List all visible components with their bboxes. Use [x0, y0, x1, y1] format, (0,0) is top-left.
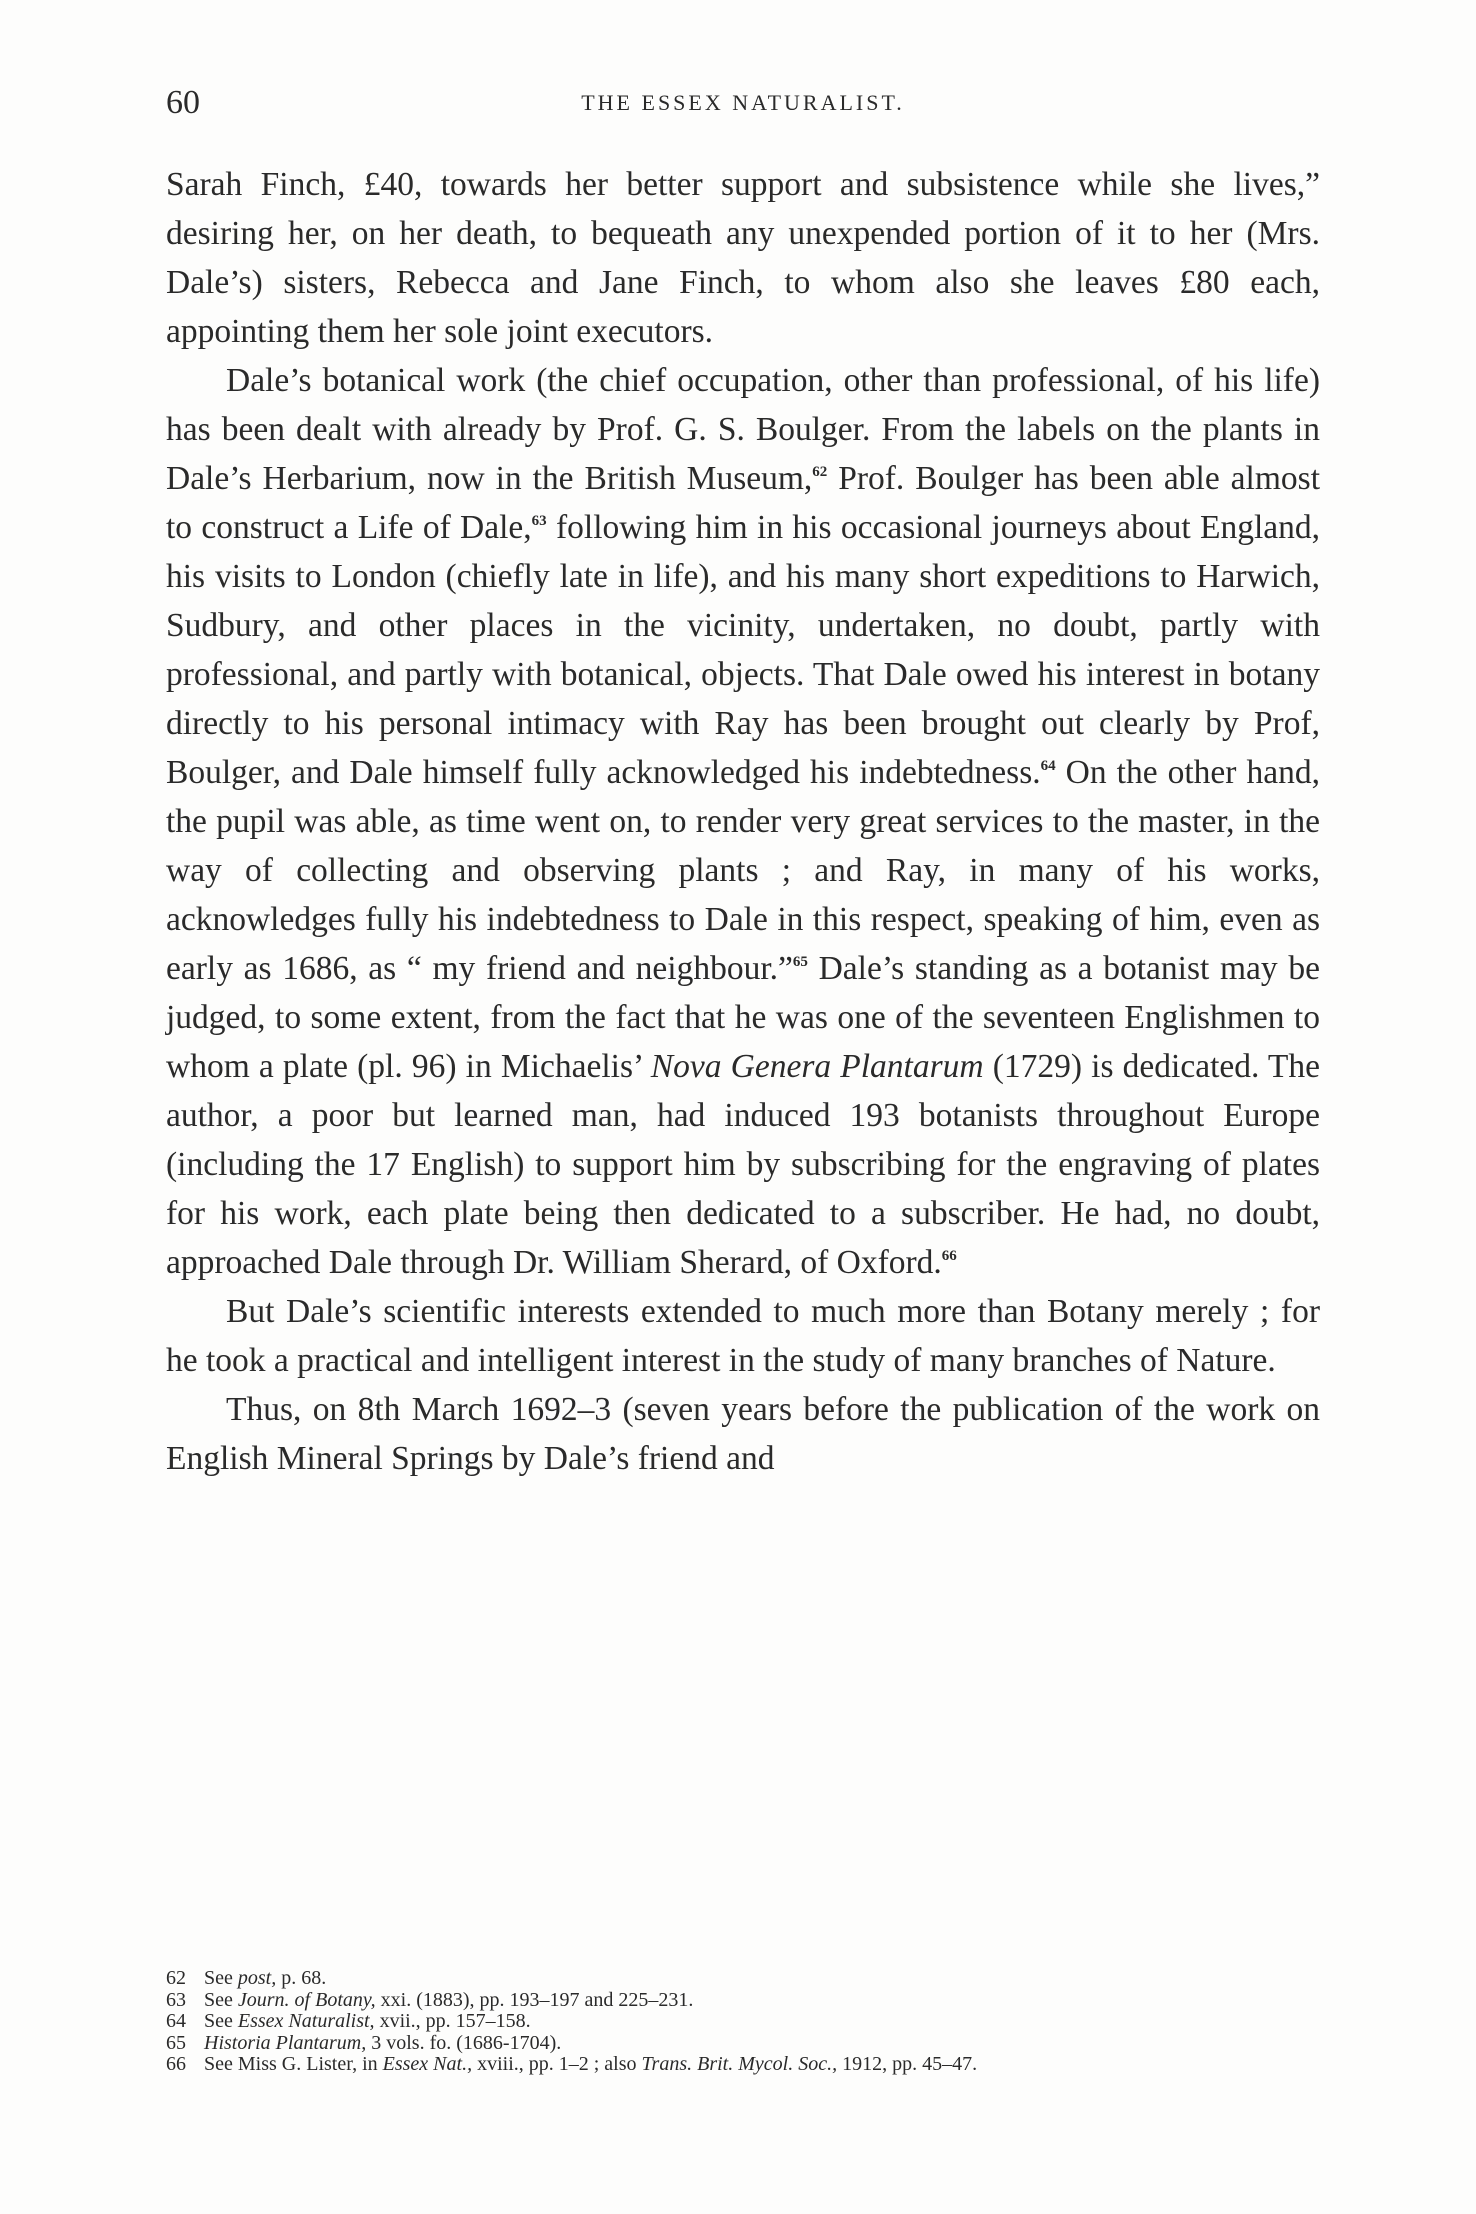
footnote-italic: Essex Nat.,: [382, 2053, 473, 2075]
page-header: [166, 84, 1320, 124]
footnote-number: 63: [166, 1988, 186, 2011]
footnote-62: [166, 1968, 1320, 1990]
footnote-ref-63: 63: [531, 513, 547, 529]
footnote-ref-65: 65: [792, 954, 808, 970]
footnote-number: 62: [166, 1967, 186, 1989]
footnote-ref-62: 62: [812, 464, 828, 480]
footnote-66: [166, 2054, 1320, 2076]
footnote-number: 66: [166, 2053, 186, 2075]
footnote-text: See Miss G. Lister, in: [204, 2053, 383, 2075]
footnote-text: 3 vols. fo. (1686-1704).: [366, 2031, 562, 2054]
book-title-nova-genera: Nova Genera Plantarum: [650, 1048, 984, 1085]
footnote-text: See: [204, 2010, 238, 2032]
paragraph-3: But Dale’s scientific interests extended to much more than Botany merely ; for he took a practical and intelligent interest in the study of many branches of Nature.: [166, 1293, 1320, 1379]
footnote-italic: Journ. of Botany,: [237, 1988, 376, 2011]
paragraph-2-part-e: Dale’s standing as a botanist may be judged, to some extent, from the fact that he was one of the seventeen Englishmen to whom a plate (pl. 96) in Michaelis’: [166, 950, 1320, 1085]
footnote-64: [166, 2011, 1320, 2033]
footnote-text: xviii., pp. 1–2 ; also: [472, 2053, 642, 2075]
paragraph-2-part-a: Dale’s botanical work (the chief occupation, other than professional, of his life) has been dealt with already by Prof. G. S. Boulger. From the labels on the plants in Dale’s Herbarium, now in the British Museum,: [166, 362, 1320, 497]
footnote-number: 65: [166, 2031, 186, 2054]
paragraph-2-part-d: On the other hand, the pupil was able, as time went on, to render very great services to the master, in the way of collecting and observing plants ; and Ray, in many of his works, acknowledges fully his indebtedness to Dale in this respect, speaking of him, even as early as 1686, as “ my friend and neighbour.”: [166, 754, 1320, 987]
footnote-ref-64: 64: [1040, 758, 1056, 774]
page-number: 60: [166, 84, 200, 121]
paragraph-2: [166, 356, 1320, 1287]
running-head: THE ESSEX NATURALIST.: [581, 90, 905, 115]
footnotes: [166, 1968, 1320, 2076]
footnote-number: 64: [166, 2010, 186, 2032]
footnote-text: xxi. (1883), pp. 193–197 and 225–231.: [375, 1988, 694, 2011]
footnote-text: p. 68.: [276, 1967, 327, 1989]
footnote-ref-66: 66: [941, 1248, 957, 1264]
footnote-italic: Historia Plantarum,: [204, 2031, 367, 2054]
paragraph-2-part-b: Prof. Boulger has been able almost to construct a Life of Dale,: [166, 460, 1320, 546]
paragraph-1: Sarah Finch, £40, towards her better support and subsistence while she lives,” desiring her, on her death, to bequeath any unexpended portion of it to her (Mrs. Dale’s) sisters, Rebecca and Jane Finch, to whom also she leaves £80 each, appointing them her sole joint executors.: [166, 166, 1320, 350]
paragraph-2-part-f: (1729) is dedicated. The author, a poor but learned man, had induced 193 botanists throughout Europe (including the 17 English) to support him by subscribing for the engraving of plates for his work, each plate being then dedicated to a subscriber. He had, no doubt, approached Dale through Dr. William Sherard, of Oxford.: [166, 1048, 1320, 1281]
footnote-italic: Essex Naturalist,: [237, 2010, 375, 2032]
footnote-text: See: [204, 1988, 238, 2011]
footnote-65: [166, 2033, 1320, 2055]
paragraph-4: Thus, on 8th March 1692–3 (seven years before the publication of the work on English Mineral Springs by Dale’s friend and: [166, 1391, 1320, 1477]
footnote-italic: Trans. Brit. Mycol. Soc.,: [641, 2053, 838, 2075]
footnote-text: See: [204, 1967, 238, 1989]
paragraph-2-part-c: following him in his occasional journeys about England, his visits to London (chiefly late in life), and his many short expeditions to Harwich, Sudbury, and other places in the vicinity, undertaken, no doubt, partly with professional, and partly with botanical, objects. That Dale owed his interest in botany directly to his personal intimacy with Ray has been brought out clearly by Prof, Boulger, and Dale himself fully acknowledged his indebtedness.: [166, 509, 1320, 791]
footnote-63: [166, 1990, 1320, 2012]
footnote-text: xvii., pp. 157–158.: [374, 2010, 531, 2032]
body-text: [166, 160, 1320, 1483]
footnote-text: 1912, pp. 45–47.: [837, 2053, 978, 2075]
footnote-italic: post,: [237, 1967, 277, 1989]
